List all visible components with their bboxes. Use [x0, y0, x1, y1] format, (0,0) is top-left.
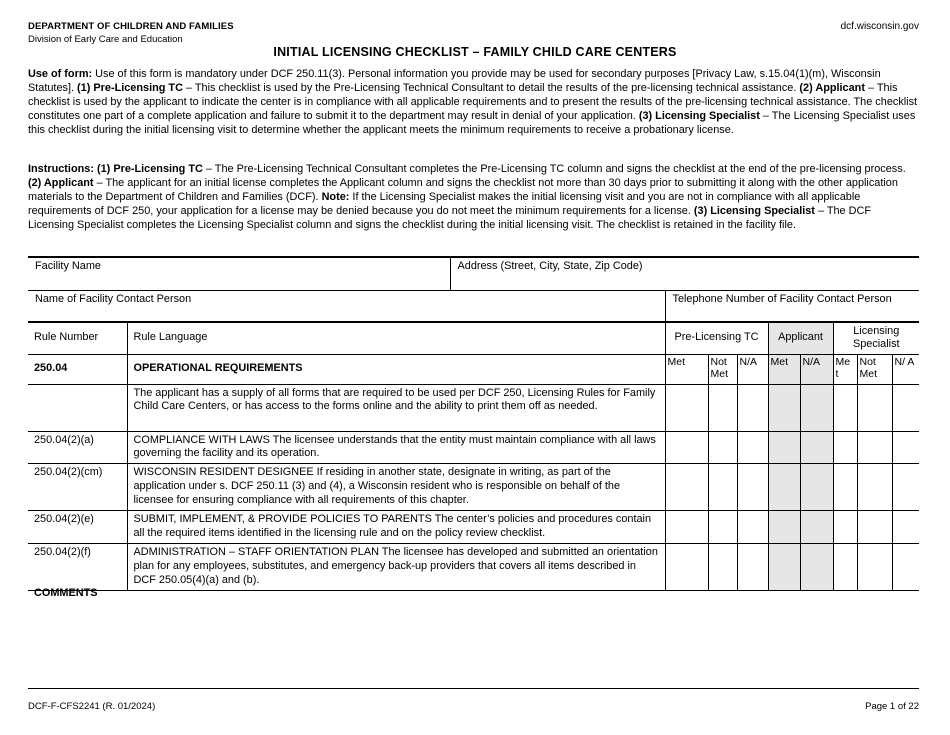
pltc-na-cell[interactable]: [737, 543, 768, 590]
applicant-na-cell[interactable]: [800, 384, 833, 431]
applicant-na-cell[interactable]: [800, 464, 833, 511]
ls-not-met-cell[interactable]: [857, 431, 892, 464]
pltc-na-cell[interactable]: [737, 464, 768, 511]
col-rule-number: Rule Number: [28, 322, 127, 354]
table-row: [28, 464, 919, 511]
instructions-label: Instructions:: [28, 163, 94, 175]
rule-language: SUBMIT, IMPLEMENT, & PROVIDE POLICIES TO PARENTS The center’s policies and procedures contain all the required items identified in the licensing rule and on the policy review checklist.: [127, 511, 665, 544]
ls-na-cell[interactable]: [892, 384, 919, 431]
department-name: DEPARTMENT OF CHILDREN AND FAMILIES: [28, 21, 234, 32]
pltc-na-cell[interactable]: [737, 384, 768, 431]
table-row: [28, 543, 919, 590]
instructions-ls-label: (3) Licensing Specialist: [693, 204, 815, 217]
pltc-met-cell[interactable]: [665, 511, 708, 544]
ls-not-met-cell[interactable]: [857, 384, 892, 431]
ls-met-cell[interactable]: [833, 464, 857, 511]
ls-not-met-cell[interactable]: [857, 464, 892, 511]
division-name: Division of Early Care and Education: [28, 34, 183, 45]
sub-pltc-na: N/A: [737, 354, 768, 384]
applicant-na-cell[interactable]: [800, 543, 833, 590]
pltc-na-cell[interactable]: [737, 431, 768, 464]
instructions-text-1: – The Pre-Licensing Technical Consultant completes the Pre-Licensing TC column and signs the checklist at the end of the pre-licensing process.: [202, 163, 906, 175]
pltc-not-met-cell[interactable]: [708, 431, 737, 464]
facility-name-field[interactable]: [28, 257, 450, 290]
sub-applicant-na: N/A: [800, 354, 833, 384]
address-field[interactable]: [450, 257, 919, 290]
use-of-form-text-1: Use of this form is mandatory under DCF 250.11(3). Personal information you provide may be used for secondary purposes [Privacy Law, s.15.04(1)(m), Wisconsin Statutes].: [28, 68, 881, 94]
rule-number: 250.04(2)(e): [28, 511, 127, 544]
rule-language: COMPLIANCE WITH LAWS The licensee understands that the entity must maintain compliance with all laws governing the facility and its operation.: [127, 431, 665, 464]
rule-number: 250.04(2)(a): [28, 431, 127, 464]
use-of-form-pltc-label: (1) Pre-Licensing TC: [77, 81, 183, 94]
pltc-met-cell[interactable]: [665, 543, 708, 590]
ls-na-cell[interactable]: [892, 464, 919, 511]
ls-na-cell[interactable]: [892, 543, 919, 590]
section-number: 250.04: [28, 354, 127, 384]
ls-met-cell[interactable]: [833, 511, 857, 544]
use-of-form-paragraph: [28, 68, 920, 138]
ls-met-cell[interactable]: [833, 543, 857, 590]
pltc-not-met-cell[interactable]: [708, 543, 737, 590]
telephone-label: Telephone Number of Facility Contact Person: [672, 292, 892, 305]
instructions-text-4: – The DCF Licensing Specialist completes the Licensing Specialist column and signs the checklist during the initial licensing visit. The checklist is retained in the facility file.: [28, 204, 872, 231]
pltc-na-cell[interactable]: [737, 511, 768, 544]
rule-number: [28, 384, 127, 431]
applicant-na-cell[interactable]: [800, 511, 833, 544]
address-label: Address (Street, City, State, Zip Code): [457, 260, 643, 272]
applicant-met-cell[interactable]: [768, 384, 800, 431]
ls-not-met-cell[interactable]: [857, 543, 892, 590]
rule-number: 250.04(2)(f): [28, 543, 127, 590]
col-licensing-specialist: Licensing Specialist: [833, 322, 919, 354]
table-row: [28, 431, 919, 464]
applicant-met-cell[interactable]: [768, 464, 800, 511]
table-row: [28, 511, 919, 544]
applicant-met-cell[interactable]: [768, 543, 800, 590]
rule-number: 250.04(2)(cm): [28, 464, 127, 511]
facility-info-table: [28, 256, 919, 322]
pltc-met-cell[interactable]: [665, 384, 708, 431]
agency-block: [28, 21, 234, 45]
rule-language: ADMINISTRATION – STAFF ORIENTATION PLAN The licensee has developed and submitted an orientation plan for any employees, substitutes, and emergency back-up providers that covers all items described in DCF 250.05(4)(a) and (b).: [127, 543, 665, 590]
instructions-text-3: If the Licensing Specialist makes the initial licensing visit and you are not in compliance with all applicable requirements of DCF 250, your application for a license may be denied because you do not meet the minimum requirements for a license.: [28, 190, 861, 217]
pltc-met-cell[interactable]: [665, 431, 708, 464]
website-link[interactable]: dcf.wisconsin.gov: [840, 21, 919, 32]
ls-met-cell[interactable]: [833, 431, 857, 464]
ls-na-cell[interactable]: [892, 431, 919, 464]
contact-person-field[interactable]: [28, 290, 665, 322]
form-id: DCF-F-CFS2241 (R. 01/2024): [28, 701, 156, 712]
rule-language: The applicant has a supply of all forms that are required to be used per DCF 250, Licensing Rules for Family Child Care Centers, or has access to the forms online and the ability to print them off as needed.: [127, 384, 665, 431]
pltc-not-met-cell[interactable]: [708, 511, 737, 544]
ls-met-cell[interactable]: [833, 384, 857, 431]
use-of-form-text-2: – This checklist is used by the Pre-Licensing Technical Consultant to detail the results of the pre-licensing technical assistance.: [182, 81, 800, 94]
ls-not-met-cell[interactable]: [857, 511, 892, 544]
pltc-not-met-cell[interactable]: [708, 384, 737, 431]
use-of-form-label: Use of form:: [28, 68, 93, 80]
sub-ls-met: Me t: [833, 354, 857, 384]
use-of-form-applicant-label: (2) Applicant: [799, 81, 865, 94]
section-row: [28, 354, 919, 384]
telephone-field[interactable]: [665, 290, 919, 322]
instructions-note-label: Note:: [321, 190, 350, 203]
page-title: INITIAL LICENSING CHECKLIST – FAMILY CHILD CARE CENTERS: [273, 45, 677, 59]
section-title: OPERATIONAL REQUIREMENTS: [127, 354, 665, 384]
pltc-not-met-cell[interactable]: [708, 464, 737, 511]
instructions-paragraph: [28, 163, 920, 233]
licensing-checklist-table: [28, 321, 919, 591]
sub-pltc-met: Met: [665, 354, 708, 384]
rule-language: WISCONSIN RESIDENT DESIGNEE If residing in another state, designate in writing, as part of the application under s. DCF 250.11 (3) and (4), a Wisconsin resident who is responsible on behalf of the licensee for ensuring compliance with all requirements of this chapter.: [127, 464, 665, 511]
page-number: Page 1 of 22: [865, 701, 919, 712]
col-pre-licensing-tc: Pre-Licensing TC: [665, 322, 768, 354]
sub-ls-not-met: Not Met: [857, 354, 892, 384]
applicant-na-cell[interactable]: [800, 431, 833, 464]
col-rule-language: Rule Language: [127, 322, 665, 354]
instructions-applicant-label: (2) Applicant: [28, 176, 94, 189]
instructions-pltc-label: (1) Pre-Licensing TC: [96, 163, 203, 175]
use-of-form-text-4: – The Licensing Specialist uses this checklist during the initial licensing visit to determine whether the applicant meets the minimum requirements to receive a probationary license.: [28, 109, 916, 136]
applicant-met-cell[interactable]: [768, 431, 800, 464]
sub-pltc-not-met: Not Met: [708, 354, 737, 384]
sub-applicant-met: Met: [768, 354, 800, 384]
use-of-form-ls-label: (3) Licensing Specialist: [638, 109, 760, 122]
footer-divider: [28, 688, 919, 689]
applicant-met-cell[interactable]: [768, 511, 800, 544]
column-header-row: [28, 322, 919, 354]
pltc-met-cell[interactable]: [665, 464, 708, 511]
contact-person-label: Name of Facility Contact Person: [35, 292, 192, 305]
use-of-form-text-3: – This checklist is used by the applicant to indicate the center is in compliance with all applicable requirements and to present the results of the pre-licensing technical assistance. The checklist constitutes one part of a complete application and failure to submit it to the department may result in denial of your application.: [28, 81, 918, 122]
instructions-text-2: – The applicant for an initial license completes the Applicant column and signs the checklist not more than 30 days prior to submitting it along with the other application materials to the Department of Children and Families (DCF).: [28, 176, 898, 203]
ls-na-cell[interactable]: [892, 511, 919, 544]
facility-name-label: Facility Name: [35, 260, 101, 272]
comments-label: COMMENTS: [34, 587, 98, 599]
table-row: [28, 384, 919, 431]
col-applicant: Applicant: [768, 322, 833, 354]
sub-ls-na: N/ A: [892, 354, 919, 384]
